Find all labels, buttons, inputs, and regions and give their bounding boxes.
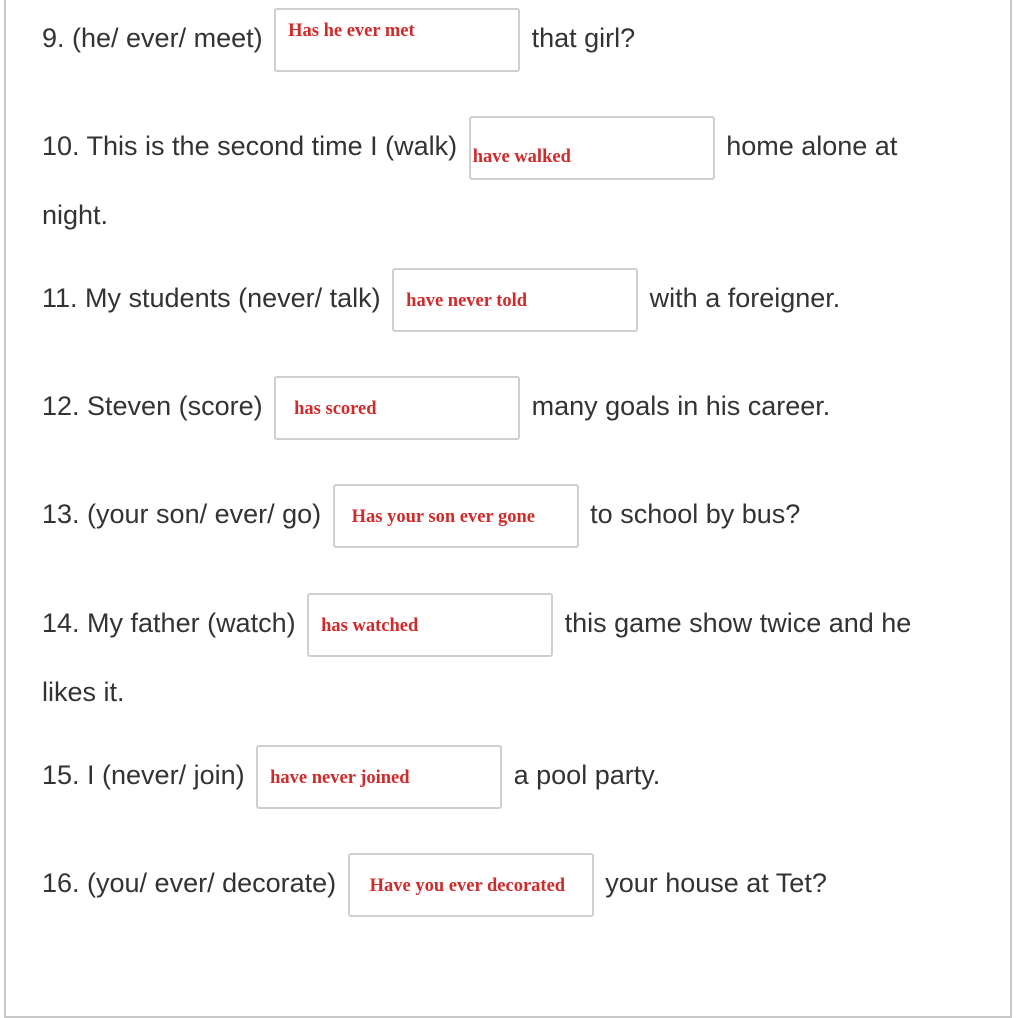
answer-text: have never told [406,290,528,311]
question-prompt: 13. (your son/ ever/ go) [42,499,322,529]
answer-text: have never joined [270,767,410,788]
question-tail: this game show twice and he [564,608,912,638]
question-10 [42,112,897,250]
question-14 [42,589,911,727]
question-13 [42,480,800,549]
answer-text: Has he ever met [288,20,415,41]
question-tail: with a foreigner. [649,283,841,313]
question-tail: many goals in his career. [531,391,831,421]
question-prompt: 10. This is the second time I (walk) [42,131,458,161]
question-prompt: 9. (he/ ever/ meet) [42,23,263,53]
question-tail: to school by bus? [590,499,801,529]
answer-text: has watched [321,615,419,636]
answer-text: have walked [472,146,571,167]
question-tail: that girl? [531,23,636,53]
question-prompt: 15. I (never/ join) [42,760,245,790]
question-tail: your house at Tet? [605,868,827,898]
question-continuation: likes it. [42,677,125,707]
question-tail: home alone at [726,131,898,161]
question-prompt: 16. (you/ ever/ decorate) [42,868,337,898]
question-tail: a pool party. [513,760,661,790]
question-prompt: 11. My students (never/ talk) [42,283,381,313]
answer-box[interactable] [392,268,638,332]
question-9 [42,4,635,73]
question-continuation: night. [42,200,109,230]
answer-text: has scored [294,398,377,419]
answer-box[interactable] [256,745,502,809]
answer-text: Has your son ever gone [351,506,535,527]
answer-box[interactable] [469,116,715,180]
answer-box[interactable] [307,593,553,657]
question-11 [42,264,840,333]
question-prompt: 14. My father (watch) [42,608,296,638]
question-12 [42,372,830,441]
question-15 [42,741,660,810]
answer-text: Have you ever decorated [369,875,566,896]
question-prompt: 12. Steven (score) [42,391,263,421]
answer-box[interactable] [348,853,594,917]
answer-box[interactable] [274,376,520,440]
answer-box[interactable] [274,8,520,72]
question-16 [42,849,827,918]
answer-box[interactable] [333,484,579,548]
